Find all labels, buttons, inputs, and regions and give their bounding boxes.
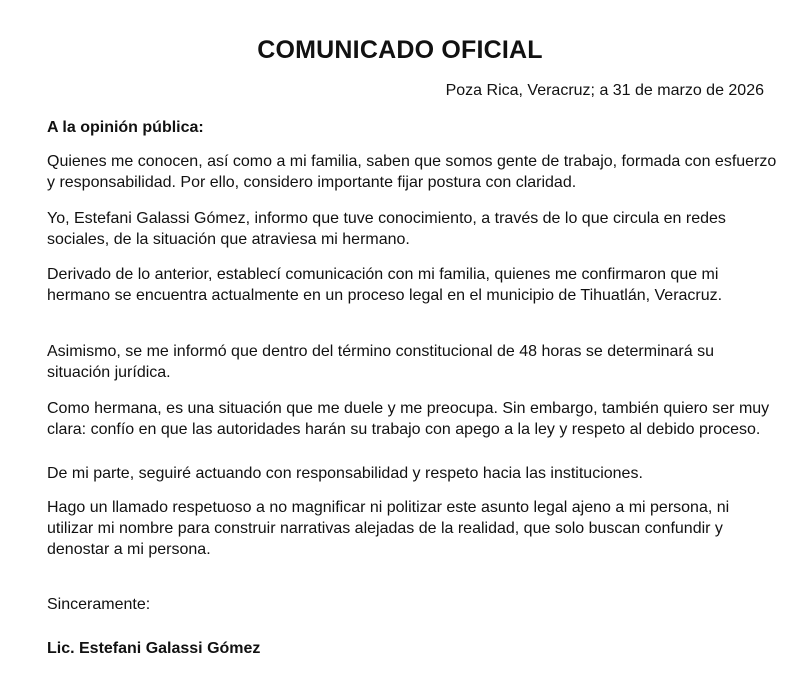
closing-line: Sinceramente:: [47, 596, 151, 613]
paragraph-6: De mi parte, seguiré actuando con responsabilidad y respeto hacia las instituciones.: [47, 465, 643, 482]
signature-name: Lic. Estefani Galassi Gómez: [47, 640, 261, 657]
paragraph-3: Derivado de lo anterior, establecí comunicación con mi familia, quienes me confirmaron que mi hermano se encuentra actualmente en un proceso legal en el municipio de Tihuatlán, Veracruz.: [47, 266, 723, 304]
paragraph-5: Como hermana, es una situación que me duele y me preocupa. Sin embargo, también quiero ser muy clara: confío en que las autoridades harán su trabajo con apego a la ley y respeto al debido proceso.: [47, 400, 770, 438]
document-title: COMUNICADO OFICIAL: [257, 36, 543, 64]
salutation: A la opinión pública:: [47, 119, 204, 136]
paragraph-2: Yo, Estefani Galassi Gómez, informo que tuve conocimiento, a través de lo que circula en redes sociales, de la situación que atraviesa mi hermano.: [47, 210, 726, 248]
paragraph-4: Asimismo, se me informó que dentro del término constitucional de 48 horas se determinará su situación jurídica.: [47, 343, 714, 381]
paragraph-7: Hago un llamado respetuoso a no magnificar ni politizar este asunto legal ajeno a mi persona, ni utilizar mi nombre para construir narrativas alejadas de la realidad, que solo buscan confundir y denostar a mi persona.: [47, 499, 730, 558]
place-and-date: Poza Rica, Veracruz; a 31 de marzo de 2026: [445, 82, 764, 99]
paragraph-1: Quienes me conocen, así como a mi familia, saben que somos gente de trabajo, formada con esfuerzo y responsabilidad. Por ello, considero importante fijar postura con claridad.: [47, 153, 777, 191]
